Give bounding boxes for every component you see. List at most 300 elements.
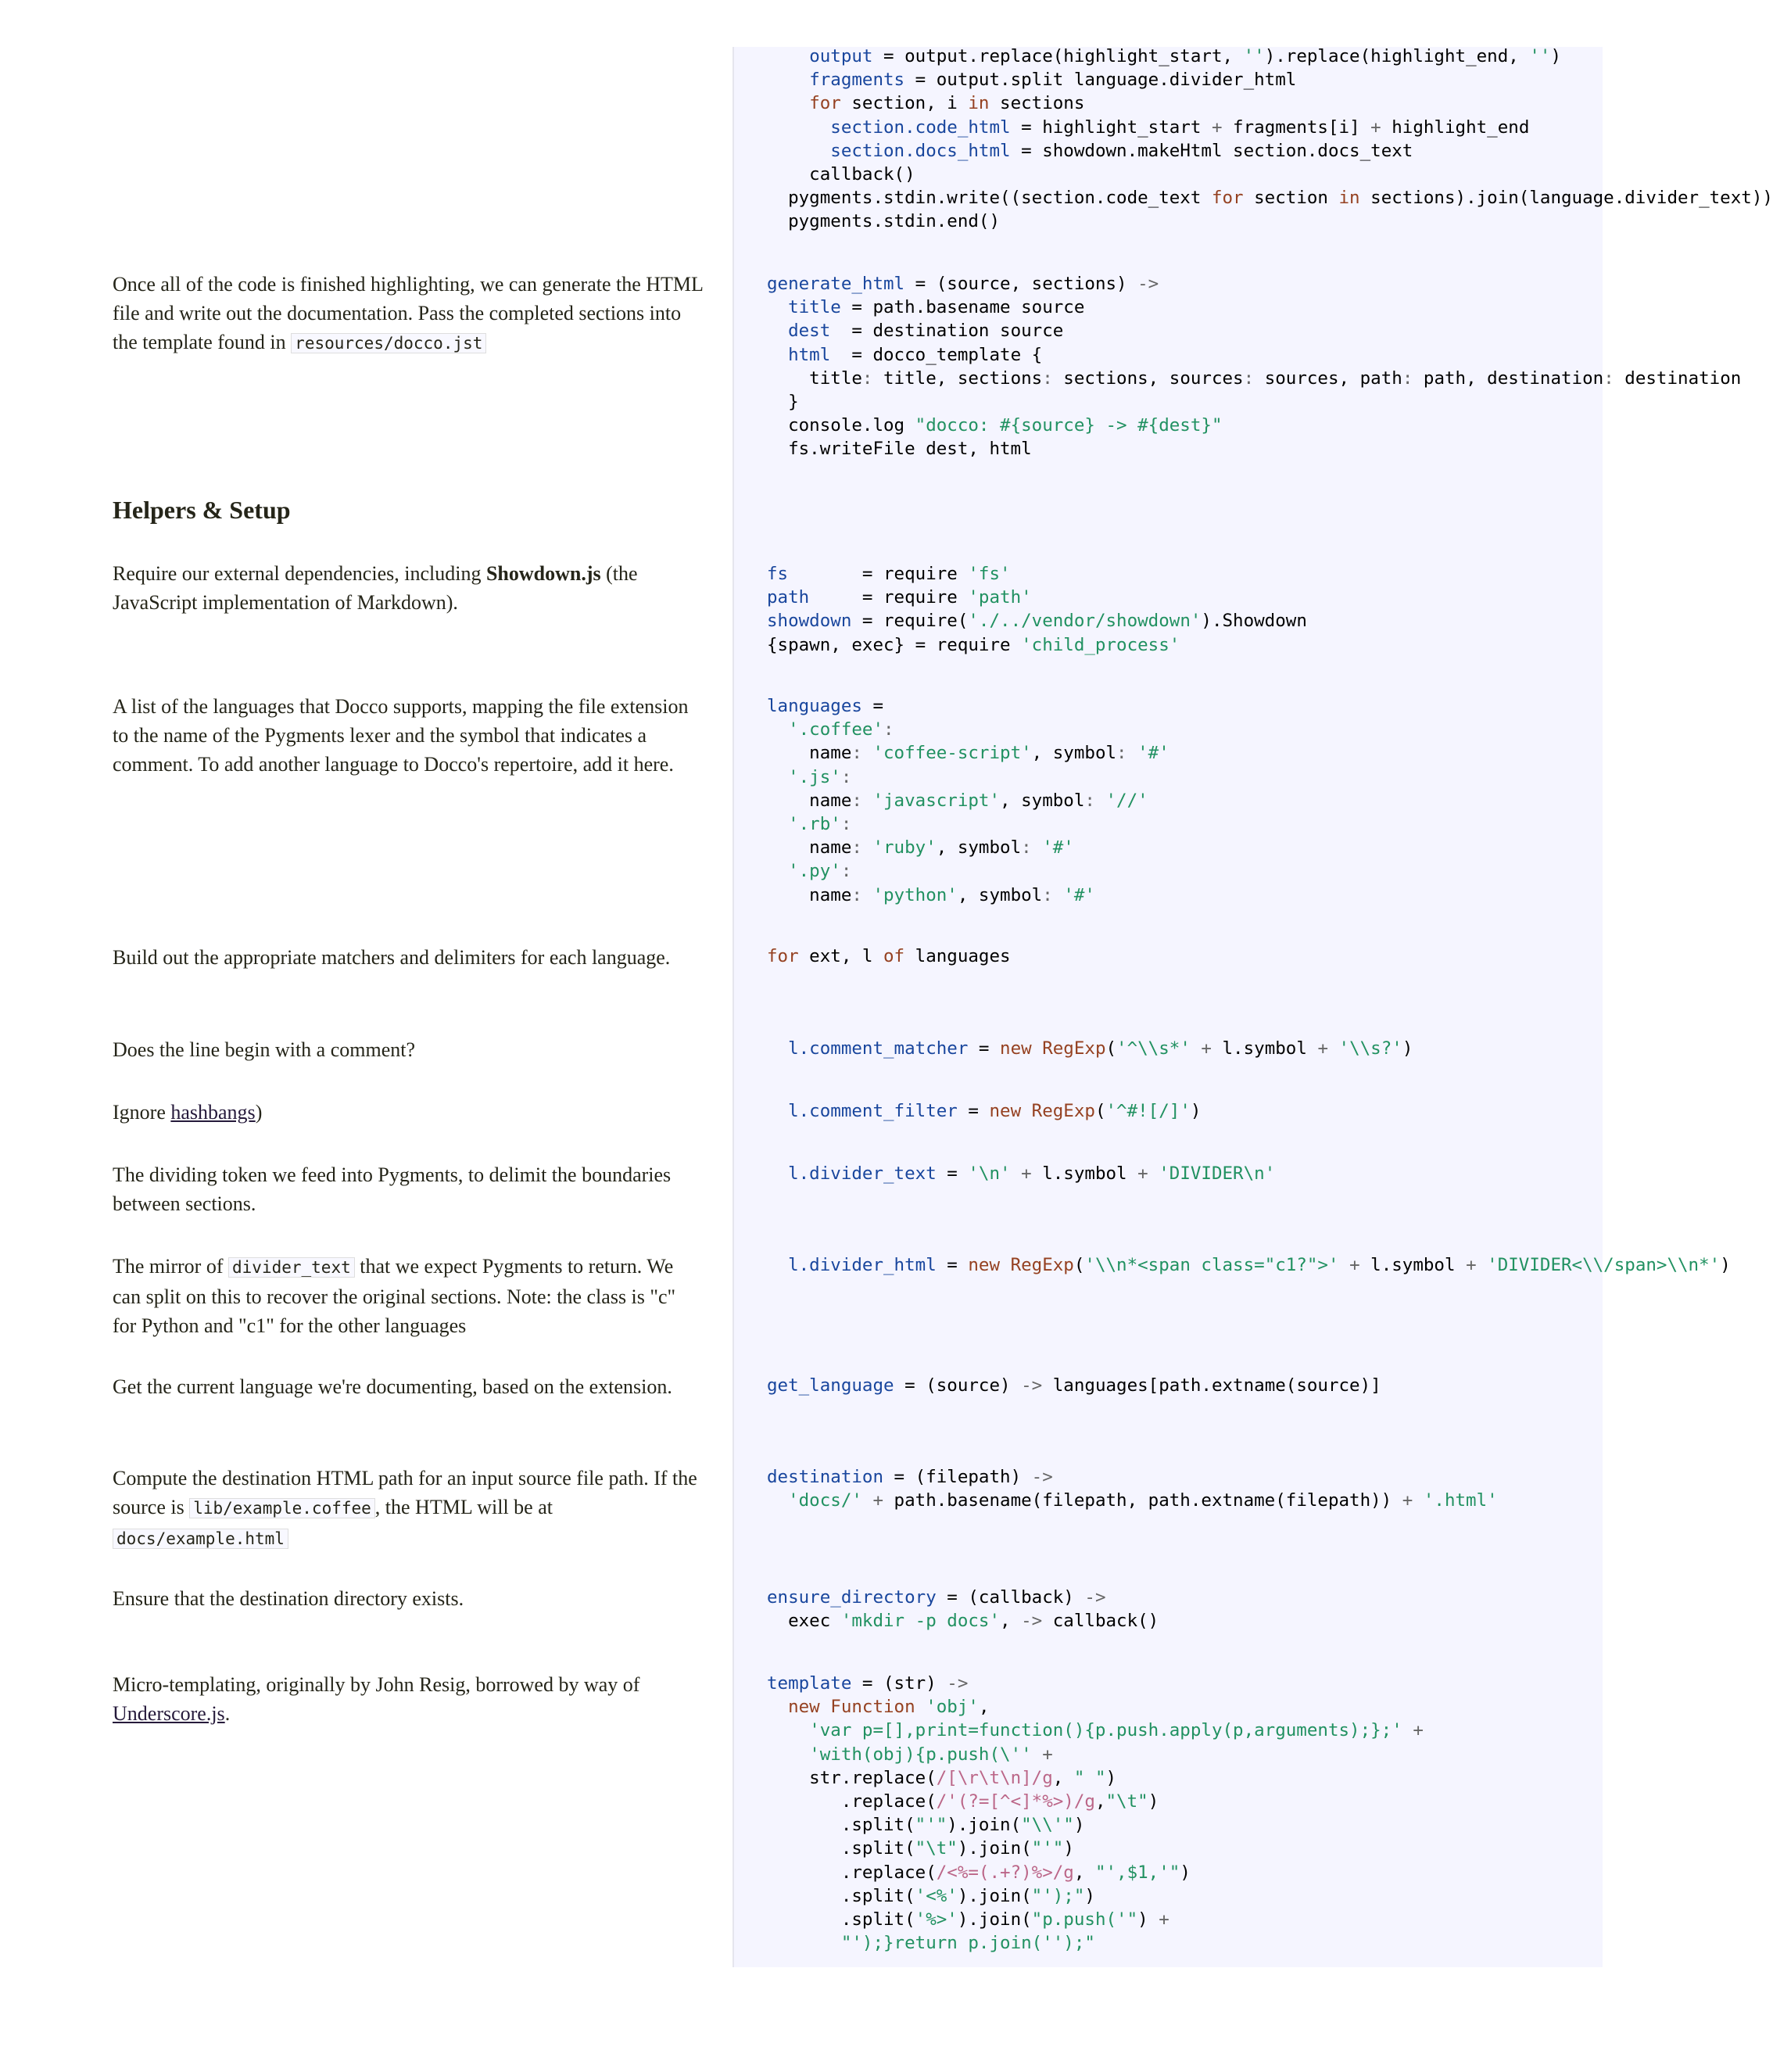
code-token: destination [1614, 367, 1742, 389]
code-token: , [1094, 1791, 1106, 1812]
code-token: ) [1073, 1815, 1085, 1836]
code-token: '' [1529, 46, 1551, 66]
code-token [767, 1490, 788, 1511]
code-line [767, 1465, 1601, 1489]
code-token: generate_html [767, 274, 905, 294]
code-token: = docco_template { [830, 344, 1043, 365]
code-token: ) [1190, 1101, 1202, 1121]
code-token: ) [1105, 1767, 1117, 1788]
code-token: '#' [1063, 884, 1095, 905]
code-token: + [1466, 1255, 1477, 1275]
code-token: str.replace( [767, 1767, 937, 1788]
code-token: get_language [767, 1375, 894, 1396]
code-line [767, 1931, 1601, 1955]
code-token: ).join( [957, 1838, 1032, 1859]
code-token: '\n' [968, 1163, 1011, 1184]
code-line [767, 1813, 1601, 1837]
code-token: = showdown.makeHtml section.docs_text [1010, 140, 1413, 161]
code-token: , symbol [936, 837, 1022, 859]
code-token: 'javascript' [872, 790, 1001, 811]
code-token: '\\n*<span class="c1?">' [1084, 1255, 1339, 1275]
code-token: : [861, 367, 873, 389]
code-token: ensure_directory [767, 1587, 937, 1608]
code-token: '^#![/]' [1105, 1101, 1191, 1121]
code-token: "\t" [1105, 1791, 1148, 1812]
code-token [862, 743, 873, 763]
section-docs [113, 270, 704, 358]
code-token: RegExp [1031, 1101, 1095, 1121]
code-token: l.symbol [1211, 1038, 1318, 1059]
doc-link[interactable]: Underscore.js [113, 1702, 225, 1725]
code-line [767, 343, 1601, 367]
code-token: RegExp [1010, 1255, 1074, 1275]
code-token: name [767, 837, 852, 859]
code-block [767, 945, 1601, 968]
code-token [767, 861, 788, 881]
code-line [767, 1609, 1601, 1633]
code-token: "'" [915, 1815, 947, 1836]
code-token [767, 1163, 788, 1184]
code-token: .replace( [767, 1862, 937, 1883]
code-block [767, 272, 1742, 461]
code-token [1011, 1163, 1022, 1184]
inline-code: lib/example.coffee [189, 1498, 375, 1518]
code-token: showdown [767, 611, 852, 632]
code-token: , [1073, 1862, 1095, 1883]
code-block [767, 1037, 1601, 1060]
code-token: console.log [767, 415, 915, 436]
code-token: , [978, 1697, 990, 1718]
code-token: Function [830, 1697, 915, 1718]
code-token: } [767, 391, 799, 412]
code-token: ( [1073, 1255, 1085, 1275]
code-token: : [1243, 367, 1255, 389]
code-token: path.basename(filepath, path.extname(filepath)) [883, 1490, 1402, 1511]
code-token: = [968, 1038, 1001, 1059]
code-token: section.docs_html [830, 140, 1011, 161]
code-line [767, 116, 1601, 139]
code-token: '\\s?' [1338, 1038, 1402, 1059]
code-token: = (source, sections) [904, 274, 1138, 294]
code-token: ext, l [798, 946, 884, 966]
code-line [767, 812, 1601, 836]
code-token: callback() [767, 163, 915, 185]
code-token: .split( [767, 1815, 915, 1836]
section-docs [113, 1584, 704, 1613]
code-token: 'DIVIDER<\\/span>\\n*' [1487, 1255, 1721, 1275]
code-token: '%>' [915, 1909, 958, 1930]
code-block [767, 1253, 1731, 1277]
code-token: languages [767, 696, 862, 716]
code-token: name [767, 743, 852, 764]
code-token [1053, 885, 1064, 905]
code-token: name [767, 790, 852, 811]
code-token [915, 1697, 926, 1717]
code-token [1032, 837, 1043, 858]
code-token: 'ruby' [872, 837, 937, 859]
code-token: 'var p=[],print=function(){p.push.apply(p,arguments);};' [809, 1720, 1402, 1741]
doc-paragraph: Get the current language we're documenting, based on the extension. [113, 1375, 672, 1398]
code-line [767, 367, 1742, 390]
code-token: = require [809, 587, 969, 608]
code-line [767, 1037, 1601, 1060]
code-token: + [1317, 1038, 1328, 1059]
doc-paragraph: A list of the languages that Docco supports, mapping the file extension to the name of the Pygments lexer and the symbol that indicates a comment. To add another language to Docco's repertoire, add it here. [113, 695, 689, 776]
section-heading-text: Helpers & Setup [113, 496, 291, 524]
code-token: title [788, 297, 841, 318]
code-token: /[\r\t\n]/g [936, 1767, 1053, 1788]
code-token: : [883, 719, 894, 740]
code-token: './../vendor/showdown' [968, 611, 1202, 632]
code-token: '.html' [1423, 1490, 1498, 1511]
code-token [1339, 1255, 1350, 1275]
code-token: -> [1084, 1587, 1106, 1608]
doc-paragraph: Compute the destination HTML path for an input source file path. If the source is lib/example.coffee , the HTML will be at docs/example.html [113, 1467, 697, 1548]
code-line [767, 633, 1601, 657]
code-line [767, 272, 1601, 296]
code-token: ) [1148, 1791, 1159, 1812]
code-token: = require [788, 564, 969, 584]
code-token: "p.push('" [1031, 1909, 1138, 1930]
code-token: dest [788, 321, 831, 342]
code-token: ).join( [947, 1815, 1022, 1836]
code-token [1413, 1490, 1424, 1511]
code-token: l.comment_matcher [788, 1038, 969, 1059]
code-token: = highlight_start [1010, 117, 1212, 138]
code-line [767, 437, 1601, 461]
code-token: "',$1,'" [1094, 1862, 1180, 1883]
code-token: 'fs' [968, 564, 1011, 584]
code-token [1000, 1255, 1011, 1275]
code-token: path, destination [1413, 367, 1604, 389]
code-token: fs [767, 564, 789, 584]
code-token: RegExp [1042, 1038, 1106, 1059]
code-token: html [788, 344, 831, 365]
code-line [767, 319, 1601, 342]
code-token: languages [904, 946, 1011, 966]
inline-code: resources/docco.jst [291, 333, 486, 353]
code-token: : [851, 743, 862, 764]
code-token: for [809, 93, 841, 114]
code-token: l.divider_text [788, 1163, 937, 1184]
code-line [767, 836, 1601, 859]
code-token: -> [1021, 1375, 1043, 1396]
code-token [1021, 1101, 1032, 1121]
code-token: fs.writeFile dest, html [767, 439, 1032, 460]
code-token [862, 885, 873, 905]
code-token: '.py' [788, 861, 841, 882]
code-token: destination [767, 1467, 884, 1487]
code-token: , [1000, 1611, 1022, 1632]
code-token: " " [1073, 1767, 1106, 1788]
code-token [767, 814, 788, 834]
inline-code: docs/example.html [113, 1529, 288, 1549]
code-token: in [968, 93, 990, 114]
code-token: l.symbol [1359, 1255, 1467, 1275]
code-token: "\\'" [1021, 1815, 1074, 1836]
code-token: output [809, 46, 873, 66]
code-token: : [1084, 790, 1095, 811]
code-line [767, 562, 1601, 586]
code-token: title, sections [872, 367, 1043, 389]
code-token [767, 70, 809, 90]
code-token: + [1201, 1038, 1212, 1059]
code-token: /<%=(.+?)%>/g [936, 1862, 1074, 1883]
code-token: : [851, 837, 862, 859]
code-token: = destination source [830, 321, 1064, 342]
code-token: .split( [767, 1909, 915, 1930]
code-token: 'with(obj){p.push(\'' [809, 1744, 1032, 1765]
code-token: = (callback) [936, 1587, 1085, 1608]
code-token: ) [1550, 46, 1561, 66]
section-docs [113, 1098, 704, 1127]
code-token: = [957, 1101, 990, 1121]
code-token [767, 321, 788, 341]
code-token: -> [1137, 274, 1159, 294]
code-token: : [1603, 367, 1614, 389]
code-token [767, 719, 788, 740]
code-token [767, 297, 788, 317]
doc-paragraph: Ignore hashbangs) [113, 1101, 263, 1124]
code-line [767, 1743, 1601, 1766]
code-token: "');}return p.join('');" [840, 1933, 1095, 1954]
code-token: title [767, 367, 862, 389]
code-token [862, 837, 873, 858]
code-token: new [968, 1255, 1001, 1275]
section-docs [113, 1372, 704, 1401]
bold-text: Showdown.js [485, 562, 601, 585]
code-line [767, 586, 1601, 609]
code-line [767, 1861, 1601, 1884]
code-token: section [1243, 188, 1339, 209]
doc-paragraph: Does the line begin with a comment? [113, 1038, 416, 1061]
code-token [767, 1744, 809, 1765]
code-line [767, 1908, 1601, 1931]
code-line [767, 1586, 1601, 1609]
code-token: {spawn, exec} = require [767, 634, 1022, 655]
code-line [767, 1837, 1601, 1860]
doc-paragraph: Require our external dependencies, including Showdown.js (the JavaScript implementation of Markdown). [113, 562, 638, 614]
code-token: = (source) [894, 1375, 1022, 1396]
code-token: '' [1243, 46, 1265, 66]
section-docs [113, 1252, 704, 1340]
code-token: highlight_end [1381, 117, 1530, 138]
code-token: sections, sources [1052, 367, 1244, 389]
code-token: of [883, 946, 905, 966]
code-token: + [1402, 1490, 1413, 1511]
code-line [767, 859, 1601, 883]
code-token: new [989, 1101, 1022, 1121]
section-docs [113, 692, 704, 779]
code-token: = (filepath) [883, 1467, 1032, 1487]
code-token: : [1402, 367, 1413, 389]
code-token: : [851, 884, 862, 905]
code-token [767, 1720, 809, 1740]
section-docs [113, 943, 704, 972]
code-token: ) [1180, 1862, 1191, 1883]
inline-code: divider_text [228, 1257, 355, 1278]
section-docs [113, 1160, 704, 1218]
doc-paragraph: The mirror of divider_text that we expect Pygments to return. We can split on this to recover the original sections. Note: the class is "c" for Python and "c1" for the other languages [113, 1255, 676, 1337]
code-token: '#' [1137, 743, 1169, 764]
code-token: exec [767, 1611, 841, 1632]
code-token: 'path' [968, 587, 1032, 608]
code-token: "');" [1031, 1885, 1085, 1906]
code-token [1191, 1038, 1202, 1059]
code-token: : [1042, 367, 1053, 389]
section-docs [113, 1464, 704, 1554]
code-token: name [767, 884, 852, 905]
code-token: '.coffee' [788, 719, 884, 740]
code-token [767, 345, 788, 365]
code-token: 'coffee-script' [872, 743, 1032, 764]
code-token: + [1042, 1744, 1053, 1765]
code-token: in [1338, 188, 1360, 209]
code-token: l.symbol [1031, 1163, 1138, 1184]
code-token: : [1021, 837, 1032, 859]
code-token [767, 1697, 788, 1717]
code-token: -> [1031, 1467, 1053, 1487]
code-token: languages[path.extname(source)] [1042, 1375, 1381, 1396]
code-token: ) [1063, 1838, 1074, 1859]
code-line [767, 1253, 1731, 1277]
code-token: , symbol [1031, 743, 1117, 764]
code-line [767, 68, 1601, 91]
code-block [767, 562, 1601, 657]
code-token [1127, 743, 1138, 763]
code-token: .split( [767, 1838, 915, 1859]
code-token: + [1159, 1909, 1169, 1930]
code-line [767, 45, 1601, 68]
code-token: 'child_process' [1021, 634, 1180, 655]
code-token [767, 46, 809, 66]
code-token: = output.split language.divider_html [904, 70, 1297, 91]
doc-paragraph: Build out the appropriate matchers and delimiters for each language. [113, 946, 671, 969]
code-token: + [1137, 1163, 1148, 1184]
code-token: 'python' [872, 884, 958, 905]
code-token: -> [947, 1673, 969, 1694]
code-line [767, 741, 1601, 765]
code-token: new [788, 1697, 820, 1718]
code-token [1032, 1038, 1043, 1059]
code-token: : [851, 790, 862, 811]
code-token: '<%' [915, 1885, 958, 1906]
code-token: "\t" [915, 1838, 958, 1859]
code-token: , symbol [957, 884, 1043, 905]
code-token: + [1370, 117, 1381, 138]
code-token: + [1211, 117, 1223, 138]
code-token: "'" [1031, 1838, 1064, 1859]
code-line [767, 296, 1601, 319]
code-block [767, 694, 1601, 907]
code-token [820, 1697, 831, 1717]
code-block [767, 1672, 1601, 1955]
code-token: ).Showdown [1201, 611, 1307, 632]
code-token: l.comment_filter [788, 1101, 958, 1121]
code-token: sources, path [1254, 367, 1402, 389]
code-token: ) [1720, 1255, 1731, 1275]
code-line [767, 163, 1601, 186]
code-token: "docco: #{source} -> #{dest}" [915, 415, 1223, 436]
code-token: template [767, 1673, 852, 1694]
doc-paragraph: Ensure that the destination directory exists. [113, 1587, 464, 1610]
code-token [767, 767, 788, 787]
code-block [767, 1162, 1601, 1185]
code-token: , symbol [1000, 790, 1085, 811]
code-token: ( [1105, 1038, 1117, 1059]
code-token: ) [1137, 1909, 1159, 1930]
section-docs [113, 559, 704, 617]
code-token [767, 1101, 788, 1121]
code-token: = [861, 696, 884, 716]
code-line [767, 1672, 1601, 1695]
code-line [767, 1719, 1601, 1742]
code-line [767, 694, 1601, 718]
code-token: = output.replace(highlight_start, [872, 46, 1244, 66]
code-token: '//' [1105, 790, 1148, 811]
code-line [767, 718, 1601, 741]
code-line [767, 789, 1601, 812]
code-token: .replace( [767, 1791, 937, 1812]
code-line [767, 1374, 1601, 1397]
code-token: pygments.stdin.end() [767, 211, 1001, 232]
code-token [1477, 1255, 1488, 1275]
code-token [767, 1038, 788, 1059]
code-token [1032, 1744, 1043, 1765]
code-token: l.divider_html [788, 1255, 937, 1275]
code-token [1095, 790, 1106, 811]
code-line [767, 139, 1601, 163]
code-line [767, 1790, 1601, 1813]
code-token: '#' [1042, 837, 1074, 859]
code-token: '^\\s*' [1116, 1038, 1191, 1059]
code-line [767, 210, 1601, 233]
code-token: = path.basename source [840, 297, 1085, 318]
code-line [767, 884, 1601, 907]
code-token [767, 1933, 841, 1953]
code-token: fragments[i] [1222, 117, 1371, 138]
code-token: '.js' [788, 766, 841, 787]
code-token [767, 1255, 788, 1275]
doc-link[interactable]: hashbangs [170, 1101, 256, 1124]
code-token: section, i [840, 93, 969, 114]
code-token: : [840, 813, 852, 834]
doc-paragraph: The dividing token we feed into Pygments, to delimit the boundaries between sections. [113, 1163, 672, 1215]
code-token [767, 93, 809, 113]
code-token: ).join( [957, 1909, 1032, 1930]
code-token: ).join( [957, 1885, 1032, 1906]
code-line [767, 945, 1601, 968]
doc-paragraph: Micro-templating, originally by John Resig, borrowed by way of Underscore.js. [113, 1673, 640, 1725]
code-block [767, 1586, 1601, 1633]
code-line [767, 1884, 1601, 1908]
code-token [1328, 1038, 1339, 1059]
code-token: + [1021, 1163, 1032, 1184]
code-token: + [1349, 1255, 1360, 1275]
code-token: callback() [1042, 1611, 1159, 1632]
code-token: '.rb' [788, 813, 841, 834]
code-token: : [1116, 743, 1127, 764]
doc-paragraph: Once all of the code is finished highlighting, we can generate the HTML file and write out the documentation. Pass the completed sections into the template found in resources/docco.jst [113, 273, 703, 353]
code-token [1148, 1163, 1159, 1184]
code-token: 'docs/' [788, 1490, 862, 1511]
code-token: new [1000, 1038, 1032, 1059]
code-token: ).replace(highlight_end, [1264, 46, 1530, 66]
code-token: : [840, 766, 852, 787]
code-token: .split( [767, 1885, 915, 1906]
code-block [767, 1374, 1601, 1397]
code-line [767, 186, 1773, 210]
